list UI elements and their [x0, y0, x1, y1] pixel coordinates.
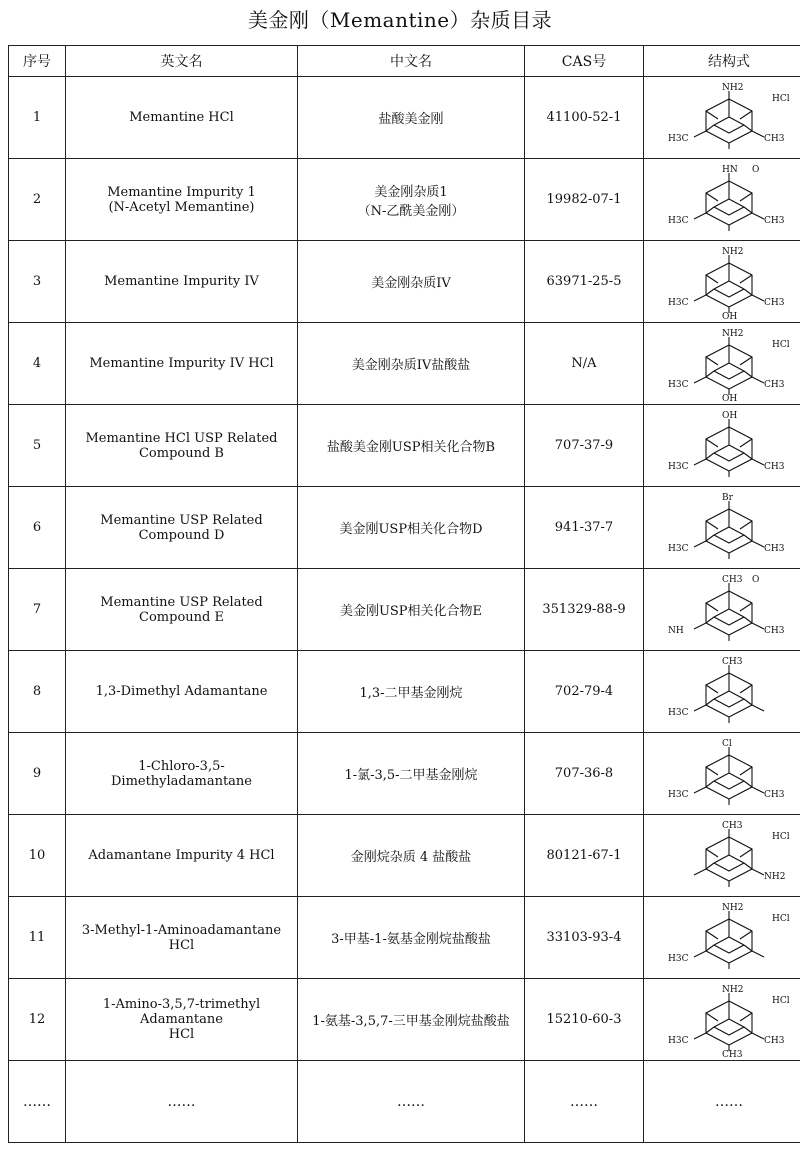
structure-diagram: [654, 573, 800, 647]
chinese-name: [298, 815, 525, 897]
english-name-line: Compound B: [138, 445, 224, 461]
row-number: 4: [9, 323, 66, 405]
chinese-name: [298, 651, 525, 733]
chinese-name-line: 盐酸美金刚: [378, 112, 444, 127]
row-number: 12: [9, 979, 66, 1061]
substituent-top: CH3: [722, 574, 743, 585]
chinese-name-line: 1,3-二甲基金刚烷: [359, 686, 463, 701]
row-number: 10: [9, 815, 66, 897]
adamantane-skeleton: [694, 911, 764, 969]
structure-cell: [644, 569, 800, 651]
english-name: [66, 897, 298, 979]
english-name: [66, 733, 298, 815]
chinese-name: [298, 323, 525, 405]
table-row: [9, 159, 800, 241]
cas-number: 41100-52-1: [525, 77, 644, 159]
structure-cell: [644, 159, 800, 241]
salt-label: HCl: [772, 995, 790, 1006]
chinese-name-line: 1-氯-3,5-二甲基金刚烷: [344, 768, 478, 783]
substituent-top: CH3: [722, 820, 743, 831]
structure-cell: [644, 241, 800, 323]
english-name: [66, 77, 298, 159]
ellipsis-cell: ……: [525, 1061, 644, 1143]
substituent-bottom: OH: [722, 311, 738, 319]
substituent-top: CH3: [722, 656, 743, 667]
english-name: [66, 487, 298, 569]
substituent-bottom: CH3: [722, 1049, 743, 1057]
cas-number: 707-37-9: [525, 405, 644, 487]
table-row-ellipsis: [9, 1061, 800, 1143]
cas-number: 80121-67-1: [525, 815, 644, 897]
english-name-line: 1,3-Dimethyl Adamantane: [95, 684, 268, 699]
chinese-name: [298, 569, 525, 651]
structure-cell: [644, 651, 800, 733]
substituent-top: NH2: [722, 984, 744, 995]
table-row: [9, 815, 800, 897]
substituent-right: CH3: [764, 297, 785, 308]
substituent-right: CH3: [764, 133, 785, 144]
structure-cell: [644, 487, 800, 569]
structure-cell: [644, 897, 800, 979]
structure-diagram: [654, 409, 800, 483]
row-number: 9: [9, 733, 66, 815]
chinese-name: [298, 405, 525, 487]
adamantane-skeleton: [694, 747, 764, 805]
ellipsis-cell: ……: [66, 1061, 298, 1143]
table-row: [9, 241, 800, 323]
cas-number: 702-79-4: [525, 651, 644, 733]
structure-diagram: [654, 491, 800, 565]
substituent-top: Br: [722, 492, 733, 503]
substituent-top: NH2: [722, 246, 744, 257]
cas-number: 63971-25-5: [525, 241, 644, 323]
salt-label: HCl: [772, 913, 790, 924]
adamantane-skeleton: [694, 993, 764, 1051]
english-name-line: Memantine Impurity IV HCl: [89, 356, 274, 371]
english-name: [66, 979, 298, 1061]
chinese-name-line: 美金刚USP相关化合物E: [339, 604, 483, 619]
adamantane-skeleton: [694, 665, 764, 723]
adamantane-skeleton: [694, 255, 764, 313]
adamantane-skeleton: [694, 501, 764, 559]
substituent-top: NH2: [722, 328, 744, 339]
substituent-right: NH2: [764, 871, 786, 882]
chinese-name: [298, 733, 525, 815]
chinese-name-line: 1-氨基-3,5,7-三甲基金刚烷盐酸盐: [312, 1014, 510, 1029]
table-row: [9, 323, 800, 405]
substituent-right: CH3: [764, 789, 785, 800]
substituent-left: H3C: [668, 133, 689, 144]
substituent-left: H3C: [668, 297, 689, 308]
adamantane-skeleton: [694, 91, 764, 149]
substituent-bottom: OH: [722, 393, 738, 401]
adamantane-skeleton: [694, 337, 764, 395]
structure-diagram: [654, 819, 800, 893]
substituent-left: H3C: [668, 461, 689, 472]
adamantane-skeleton: [694, 583, 764, 641]
substituent-left: H3C: [668, 379, 689, 390]
substituent-top: NH2: [722, 82, 744, 93]
structure-diagram: [654, 655, 800, 729]
substituent-right: CH3: [764, 543, 785, 554]
structure-diagram: [654, 327, 800, 401]
english-name-line: Memantine HCl USP Related: [85, 430, 278, 446]
header-chinese-name: 中文名: [298, 46, 525, 77]
structure-diagram: [654, 245, 800, 319]
english-name-line: HCl: [168, 1027, 195, 1042]
structure-cell: [644, 323, 800, 405]
table-row: [9, 651, 800, 733]
header-english-name: 英文名: [66, 46, 298, 77]
english-name-line: Memantine Impurity 1: [107, 184, 256, 200]
carbonyl-oxygen: O: [752, 574, 760, 585]
table-row: [9, 405, 800, 487]
table-row: [9, 77, 800, 159]
structure-cell: [644, 733, 800, 815]
chinese-name: [298, 897, 525, 979]
english-name-line: Adamantane Impurity 4 HCl: [88, 848, 275, 863]
english-name-line: 3-Methyl-1-Aminoadamantane HCl: [81, 922, 282, 953]
salt-label: HCl: [772, 93, 790, 104]
substituent-right: CH3: [764, 215, 785, 226]
chinese-name-line: 美金刚杂质1: [374, 184, 448, 200]
header-structure: 结构式: [644, 46, 800, 77]
table-row: [9, 487, 800, 569]
structure-diagram: [654, 737, 800, 811]
impurity-table: [8, 45, 800, 1143]
cas-number: 351329-88-9: [525, 569, 644, 651]
cas-number: 15210-60-3: [525, 979, 644, 1061]
chinese-name: [298, 241, 525, 323]
structure-cell: [644, 77, 800, 159]
document-title: 美金刚（Memantine）杂质目录: [247, 8, 553, 32]
structure-diagram: [654, 81, 800, 155]
ellipsis-cell: ……: [9, 1061, 66, 1143]
row-number: 7: [9, 569, 66, 651]
substituent-right: CH3: [764, 379, 785, 390]
english-name: [66, 569, 298, 651]
english-name-line: 1-Chloro-3,5-Dimethyladamantane: [110, 758, 252, 789]
substituent-top: OH: [722, 410, 738, 421]
chinese-name-line: （N-乙酰美金刚）: [357, 203, 465, 219]
row-number: 2: [9, 159, 66, 241]
row-number: 3: [9, 241, 66, 323]
row-number: 5: [9, 405, 66, 487]
substituent-left: NH: [668, 625, 684, 636]
substituent-left: H3C: [668, 543, 689, 554]
chinese-name-line: 3-甲基-1-氨基金刚烷盐酸盐: [331, 932, 491, 947]
substituent-left: H3C: [668, 953, 689, 964]
english-name-line: (N-Acetyl Memantine): [108, 199, 255, 215]
substituent-left: H3C: [668, 1035, 689, 1046]
substituent-top: Cl: [722, 738, 732, 749]
substituent-top: NH2: [722, 902, 744, 913]
substituent-top: HN: [722, 164, 738, 175]
structure-diagram: [654, 901, 800, 975]
chinese-name-line: 美金刚杂质IV盐酸盐: [351, 358, 471, 373]
substituent-right: CH3: [764, 625, 785, 636]
adamantane-skeleton: [694, 829, 764, 887]
cas-number: 941-37-7: [525, 487, 644, 569]
table-row: [9, 569, 800, 651]
english-name: [66, 159, 298, 241]
structure-diagram: [654, 983, 800, 1057]
structure-diagram: [654, 163, 800, 237]
english-name: [66, 815, 298, 897]
table-row: [9, 897, 800, 979]
structure-cell: [644, 405, 800, 487]
cas-number: 19982-07-1: [525, 159, 644, 241]
english-name: [66, 405, 298, 487]
english-name: [66, 651, 298, 733]
adamantane-skeleton: [694, 419, 764, 477]
english-name-line: Memantine USP Related Compound D: [100, 512, 263, 543]
ellipsis-cell: ……: [644, 1061, 800, 1143]
english-name-line: 1-Amino-3,5,7-trimethyl Adamantane: [102, 997, 261, 1027]
header-cas: CAS号: [525, 46, 644, 77]
carbonyl-oxygen: O: [752, 164, 760, 175]
english-name: [66, 241, 298, 323]
english-name: [66, 323, 298, 405]
english-name-line: Memantine Impurity IV: [104, 274, 259, 289]
row-number: 1: [9, 77, 66, 159]
cas-number: N/A: [525, 323, 644, 405]
english-name-line: Memantine HCl: [129, 110, 234, 125]
adamantane-skeleton: [694, 173, 764, 231]
structure-cell: [644, 815, 800, 897]
english-name-line: Memantine USP Related Compound E: [100, 594, 263, 625]
row-number: 11: [9, 897, 66, 979]
chinese-name: [298, 979, 525, 1061]
chinese-name: [298, 487, 525, 569]
substituent-left: H3C: [668, 707, 689, 718]
chinese-name-line: 美金刚杂质IV: [371, 276, 451, 291]
table-row: [9, 733, 800, 815]
chinese-name-line: 美金刚USP相关化合物D: [339, 522, 483, 537]
cas-number: 33103-93-4: [525, 897, 644, 979]
header-no: 序号: [9, 46, 66, 77]
row-number: 6: [9, 487, 66, 569]
chinese-name: [298, 77, 525, 159]
structure-cell: [644, 979, 800, 1061]
substituent-right: CH3: [764, 461, 785, 472]
chinese-name: [298, 159, 525, 241]
salt-label: HCl: [772, 339, 790, 350]
substituent-left: H3C: [668, 215, 689, 226]
table-header-row: [9, 46, 800, 77]
chinese-name-line: 盐酸美金刚USP相关化合物B: [326, 440, 496, 455]
chinese-name-line: 金刚烷杂质 4 盐酸盐: [350, 850, 472, 865]
ellipsis-cell: ……: [298, 1061, 525, 1143]
substituent-left: H3C: [668, 789, 689, 800]
table-row: [9, 979, 800, 1061]
salt-label: HCl: [772, 831, 790, 842]
cas-number: 707-36-8: [525, 733, 644, 815]
substituent-right: CH3: [764, 1035, 785, 1046]
row-number: 8: [9, 651, 66, 733]
